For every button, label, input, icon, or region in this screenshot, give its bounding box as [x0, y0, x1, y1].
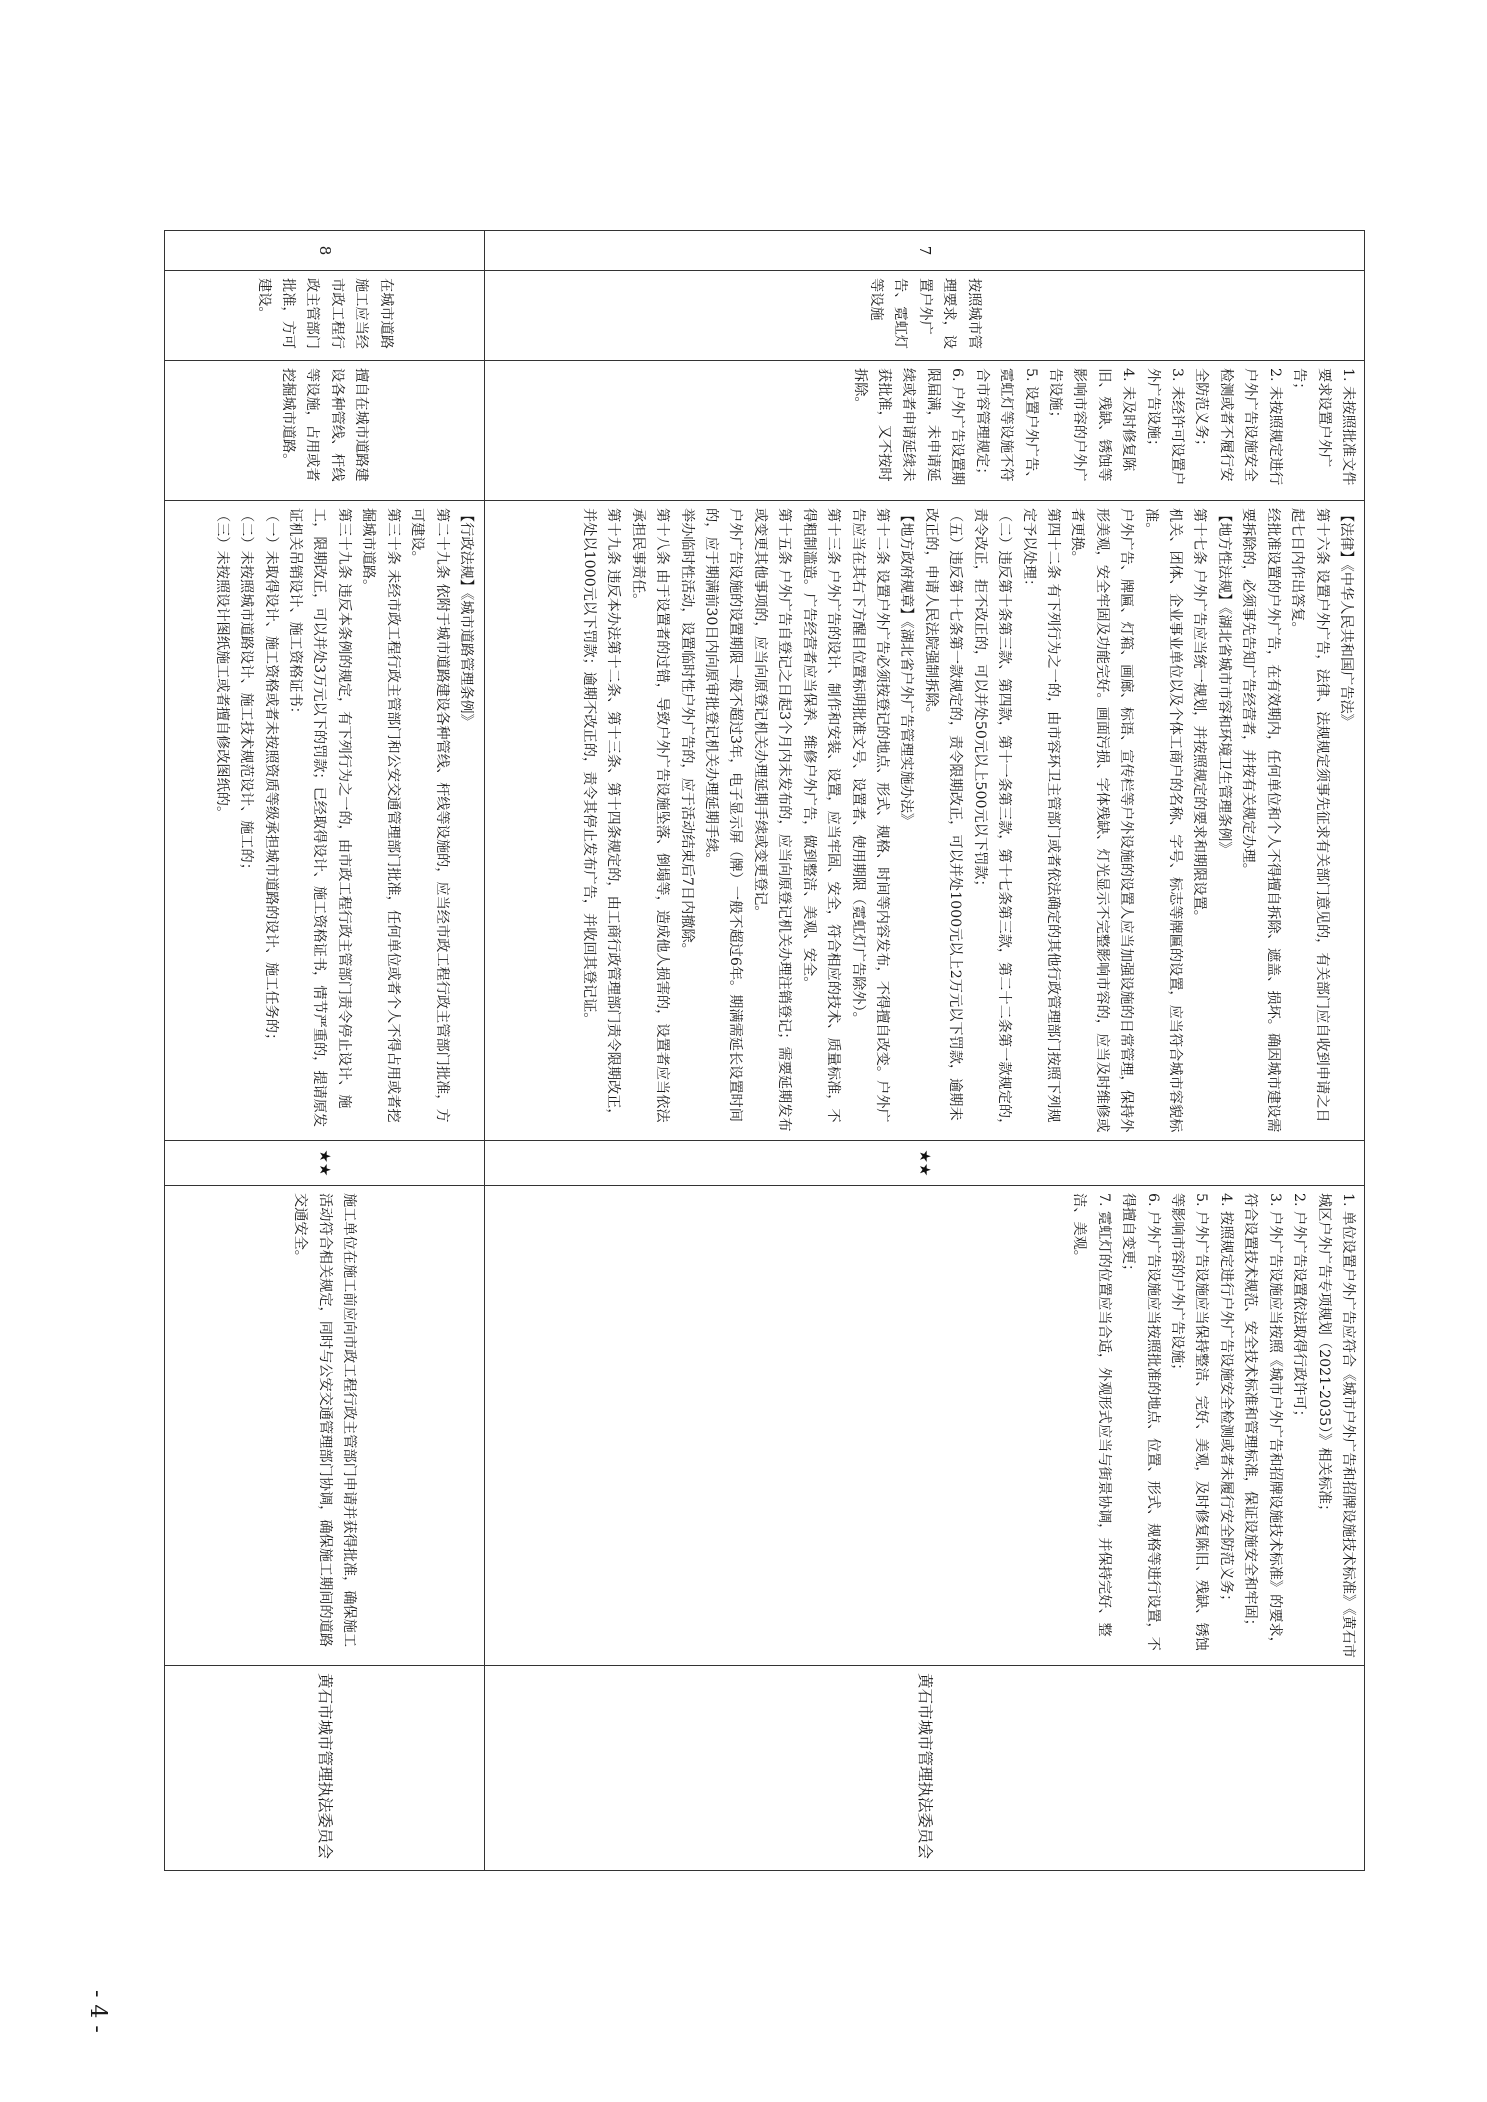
conduct-line: 1. 未按照批准文件要求设置户外广告；: [1291, 368, 1356, 486]
standard-line: 1. 单位设置户外广告应符合《城市户外广告和招牌设施技术标准》《黄石市城区户外广告专项规划（2021-2035）》相关标准；: [1315, 1193, 1356, 1658]
basis-line: （一）未取得设计、施工资格或者未按照资质等级承担城市道路的设计、施工任务的；: [262, 508, 279, 1048]
basis-line: 【法律】《中华人民共和国广告法》: [1338, 508, 1354, 728]
basis-line: 【行政法规】《城市道路管理条例》: [458, 508, 474, 728]
rotated-page: [165, 230, 1365, 1870]
regulation-table: [164, 230, 1365, 1871]
basis-line: 举办临时性活动，设置临时性户外广告的，应于活动结束后7日内撤除。: [678, 508, 695, 957]
basis-line: （二）违反第十条第三款、第四款，第十一条第三款，第十七条第三款，第二十二条第一款规定的，责令改正，拒不改正的，可以并处50元以上500元以下罚款；: [971, 508, 1013, 1133]
basis-line: 经批准设置的户外广告，在有效期内，任何单位和个人不得擅自拆除、遮盖、损坏。确因城市建设需要拆除的，必须事先告知广告经营者，并按有关规定办理。: [1240, 508, 1281, 1133]
basis-line: 第四十二条 有下列行为之一的，由市容环卫主管部门或者依法确定的其他行政管理部门按照下列规定予以处理：: [1020, 508, 1061, 1123]
basis-line: 户外广告、牌匾、灯箱、画廊、标语、宣传栏等户外设施的设置人应当加强设施的日常管理，保持外形美观，安全牢固及功能完好。画面污损、字体残缺、灯光显示不完整影响市容的，应当及时维修或者更换。: [1069, 508, 1135, 1133]
basis-line: （五）违反第十七条第一款规定的，责令限期改正，可以并处1000元以上2万元以下罚款，逾期未改正的，申请人民法院强制拆除。: [922, 508, 964, 1121]
legal-basis-cell: [165, 501, 485, 1141]
basis-line: 第三十条 未经市政工程行政主管部门和公安交通管理部门批准，任何单位或者个人不得占用或者挖掘城市道路。: [360, 508, 401, 1123]
star-rating: ★★: [165, 1141, 485, 1186]
basis-line: （三）未按照设计图纸施工或者擅自修改图纸的。: [213, 508, 230, 821]
basis-line: 机关、团体、企业事业单位以及个体工商户的名称、字号、标志等牌匾的设置，应当符合城市容貌标准。: [1142, 508, 1184, 1133]
conduct-line: 2. 未按照规定进行户外广告设施安全检测或者不履行安全防范义务；: [1193, 368, 1283, 486]
item-cell: 在城市道路施工应当经市政工程行政主管部门批准，方可建设。: [165, 271, 485, 361]
basis-line: 第十五条 户外广告自登记之日起3个月内未发布的，应当向原登记机关办理注销登记；需要延期发布或变更其他事项的，应当向原登记机关办理延期手续或变更登记。: [751, 508, 793, 1132]
standard-line: 施工单位在施工前应向市政工程行政主管部门申请并获得批准，确保施工活动符合相关规定，同时与公安交通管理部门协调，确保施工期间的道路交通安全。: [292, 1193, 358, 1648]
row-number: 7: [485, 231, 1365, 271]
standard-line: 2. 户外广告设置依法取得行政许可；: [1291, 1193, 1308, 1424]
row-number: 8: [165, 231, 485, 271]
basis-line: 第十三条 户外广告的设计、制作和安装、设置，应当牢固、安全，符合相应的技术、质量标准，不得粗制滥造。广告经营者应当保养、维修户外广告，做到整洁、美观、安全。: [800, 508, 842, 1123]
standard-line: 7. 霓虹灯的位置应当合适，外观形式应当与街景协调，并保持完好、整洁、美观。: [1071, 1193, 1112, 1637]
basis-line: 第十二条 设置户外广告必须按登记的地点、形式、规格、时间等内容发布，不得擅自改变。户外广告应当在其右下方醒目位置标明批准文号、设置者、使用期限（霓虹灯广告除外）。: [849, 508, 890, 1123]
table-row: [485, 231, 1365, 1871]
basis-line: 第三十九条 违反本条例的规定，有下列行为之一的，由市政工程行政主管部门责令停止设计、施工，限期改正，可以并处3万元以下的罚款；已经取得设计、施工资格证书，情节严重的，提请原发证机关吊销设计、施工资格证书：: [287, 508, 352, 1128]
standard-line: 6. 户外广告设施应当按照批准的地点、位置、形式、规格等进行设置，不得擅自变更；: [1120, 1193, 1161, 1651]
basis-line: （二）未按照城市道路设计、施工技术规范设计、施工的；: [238, 508, 255, 877]
item-cell: 按照城市管理要求，设置户外广告、霓虹灯等设施: [485, 271, 1365, 361]
table-row: [165, 231, 485, 1871]
conduct-line: 5. 设置户外广告、霓虹灯等设施不符合市容管理规定；: [973, 368, 1039, 486]
standards-cell: [165, 1186, 485, 1666]
basis-line: 【地方政府规章】《湖北省户外广告管理实施办法》: [898, 508, 915, 828]
page-number: - 4 -: [85, 1990, 110, 2033]
basis-line: 户外广告设施的设置期限一般不超过3年，电子显示屏（牌）一般不超过6年。期满需延长设置时间的，应于期满前30日内向原审批登记机关办理延期手续。: [703, 508, 744, 1122]
legal-basis-cell: [485, 501, 1365, 1141]
star-rating: ★★: [485, 1141, 1365, 1186]
basis-line: 第二十九条 依附于城市道路建设各种管线、杆线等设施的，应当经市政工程行政主管部门批准，方可建设。: [409, 508, 450, 1123]
basis-line: 【地方性法规】《湖北省城市市容和环境卫生管理条例》: [1215, 508, 1232, 856]
conduct-line: 6. 户外广告设置期限届满，未申请延续或者申请延续未获批准，又不按时拆除。: [851, 368, 966, 486]
conduct-line: 3. 未经许可设置户外广告设施；: [1144, 368, 1186, 486]
basis-line: 第十六条 设置户外广告，法律、法规规定须事先征求有关部门意见的，有关部门应自收到申请之日起七日内作出答复。: [1289, 508, 1330, 1123]
agency-cell: 黄石市城市管理执法委员会: [485, 1666, 1365, 1871]
conduct-cell: [165, 361, 485, 501]
standard-line: 5. 户外广告设施应当保持整洁、完好、美观，及时修复陈旧、残缺、锈蚀等影响市容的户外广告设施；: [1169, 1193, 1210, 1651]
standard-line: 3. 户外广告设施应当按照《城市户外广告和招牌设施技术标准》的要求，符合设置技术规范、安全技术标准和管理标准，保证设施安全和牢固；: [1242, 1193, 1283, 1651]
conduct-line: 擅自在城市道路建设各种管线、杆线等设施，占用或者挖掘城市道路。: [280, 368, 370, 482]
conduct-line: 4. 未及时修复陈旧、残缺、锈蚀等影响市容的户外广告设施；: [1046, 368, 1137, 482]
standards-cell: [485, 1186, 1365, 1666]
agency-cell: 黄石市城市管理执法委员会: [165, 1666, 485, 1871]
conduct-cell: [485, 361, 1365, 501]
basis-line: 第十九条 违反本办法第十二条、第十三条、第十四条规定的，由工商行政管理部门责令限期改正，并处以1000元以下罚款；逾期不改正的，责令其停止发布广告，并收回其登记证。: [580, 508, 622, 1123]
basis-line: 第十八条 由于设置者的过错，导致户外广告设施坠落、倒塌等，造成他人损害的，设置者应当依法承担民事责任。: [629, 508, 671, 1123]
basis-line: 第十七条 户外广告应当统一规划，并按照规定的要求和期限设置。: [1191, 508, 1208, 924]
standard-line: 4. 按照规定进行户外广告设施安全检测或者未履行安全防范义务；: [1217, 1193, 1234, 1609]
